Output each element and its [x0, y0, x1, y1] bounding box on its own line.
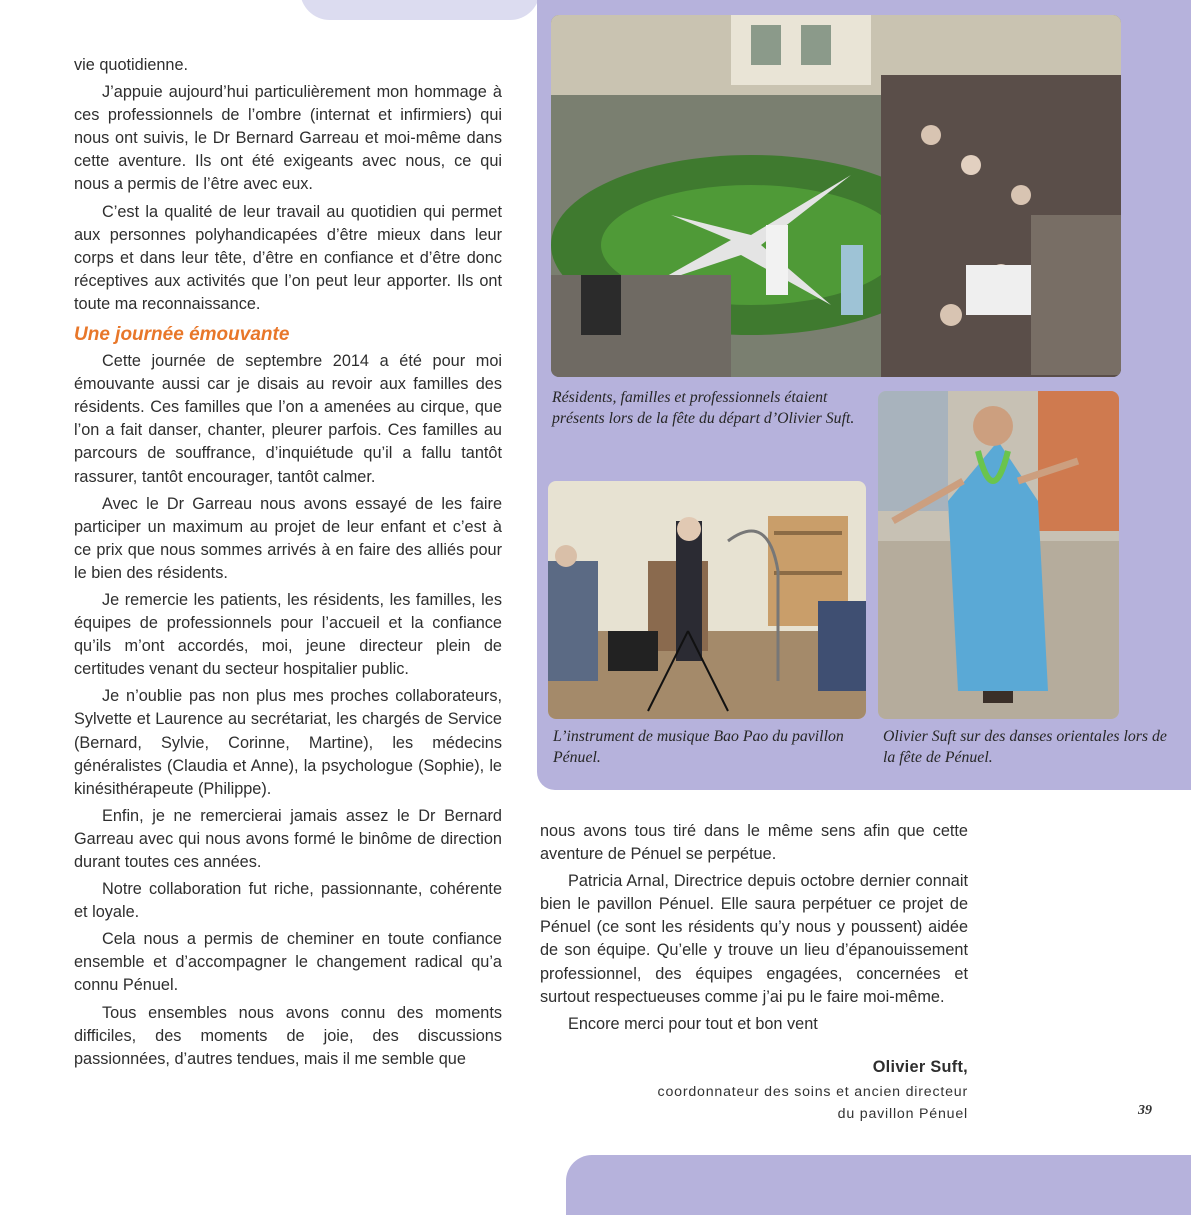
footer-bar-decoration [566, 1155, 1191, 1215]
paragraph: Encore merci pour tout et bon vent [568, 1014, 818, 1033]
photo-caption: Résidents, familles et professionnels étaient présents lors de la fête du départ d’Olivier Suft. [552, 389, 855, 427]
section-heading: Une journée émouvante [74, 324, 290, 346]
right-column [540, 820, 968, 1040]
paragraph: Cette journée de septembre 2014 a été pour moi émouvante aussi car je disais au revoir aux familles des résidents. Ces familles que l’on a amenées au cirque, que l’on a fait danser, chanter, pleurer parfois. Ces familles au parcours de souffrance, d’inquiétude qu’il a fallu tantôt rassurer, tantôt encourager, tantôt calmer. [74, 352, 502, 486]
author-role [608, 1081, 968, 1125]
paragraph: Tous ensembles nous avons connu des moments difficiles, des moments de joie, des discussions passionnées, d’autres tendues, mais il me semble que [74, 1003, 502, 1068]
page-number: 39 [1138, 1103, 1152, 1118]
paragraph: vie quotidienne. [74, 56, 189, 74]
music-instrument-photo [548, 481, 866, 719]
paragraph: Notre collaboration fut riche, passionnante, cohérente et loyale. [74, 880, 502, 922]
paragraph: Je remercie les patients, les résidents, les familles, les équipes de professionnels pour l’accueil et la confiance qu’ils m’ont accordés, moi, jeune directeur plein de certitudes venant du secteur hospitalier public. [74, 590, 502, 679]
author-name: Olivier Suft, [872, 1058, 968, 1076]
paragraph: Cela nous a permis de cheminer en toute confiance ensemble et d’accompagner le changement radical qu’a connu Pénuel. [74, 930, 502, 995]
paragraph: Enfin, je ne remercierai jamais assez le Dr Bernard Garreau avec qui nous avons formé le binôme de direction durant toutes ces années. [74, 806, 502, 871]
dancer-photo [878, 391, 1119, 719]
paragraph: nous avons tous tiré dans le même sens afin que cette aventure de Pénuel se perpétue. [540, 822, 968, 864]
paragraph: J’appuie aujourd’hui particulièrement mon hommage à ces professionnels de l’ombre (internat et infirmiers) qui nous ont suivis, le Dr Bernard Garreau et moi-même dans cette aventure. Ils ont été exigeants avec nous, ce qui nous a permis de l’être avec eux. [74, 83, 502, 194]
paragraph: Patricia Arnal, Directrice depuis octobre dernier connait bien le pavillon Pénuel. Elle saura perpétuer ce projet de Pénuel (ce sont les résidents qu’y nous y poussent) aidée de son équipe. Qu’elle y trouve un lieu d’épanouissement professionnel, des équipes engagées, concernées et surtout respectueuses comme j’ai pu le faire moi-même. [540, 872, 968, 1006]
author-role-line: du pavillon Pénuel [837, 1106, 968, 1122]
photo-caption: L’instrument de musique Bao Pao du pavillon Pénuel. [553, 728, 844, 766]
header-tab-decoration [300, 0, 540, 20]
author-role-line: coordonnateur des soins et ancien directeur [657, 1084, 968, 1100]
left-column [74, 54, 502, 1075]
paragraph: Je n’oublie pas non plus mes proches collaborateurs, Sylvette et Laurence au secrétariat, les chargés de Service (Bernard, Sylvie, Corinne, Martine), les médecins généralistes (Claudia et Anne), la psychologue (Sophie), le kinésithérapeute (Philippe). [74, 687, 502, 798]
page-number-tab [1122, 1095, 1182, 1135]
photo-caption: Olivier Suft sur des danses orientales lors de la fête de Pénuel. [883, 728, 1167, 766]
courtyard-party-photo [551, 15, 1121, 377]
paragraph: C’est la qualité de leur travail au quotidien qui permet aux personnes polyhandicapées d’être mieux dans leur corps et dans leur tête, d’être en confiance et d’être donc réceptives aux activités que l’on peut leur apporter. Ils ont toute ma reconnaissance. [74, 202, 502, 313]
paragraph: Avec le Dr Garreau nous avons essayé de les faire participer un maximum au projet de leur enfant et c’est à ce prix que nous sommes arrivés à en faire des alliés pour le bien des résidents. [74, 494, 502, 582]
